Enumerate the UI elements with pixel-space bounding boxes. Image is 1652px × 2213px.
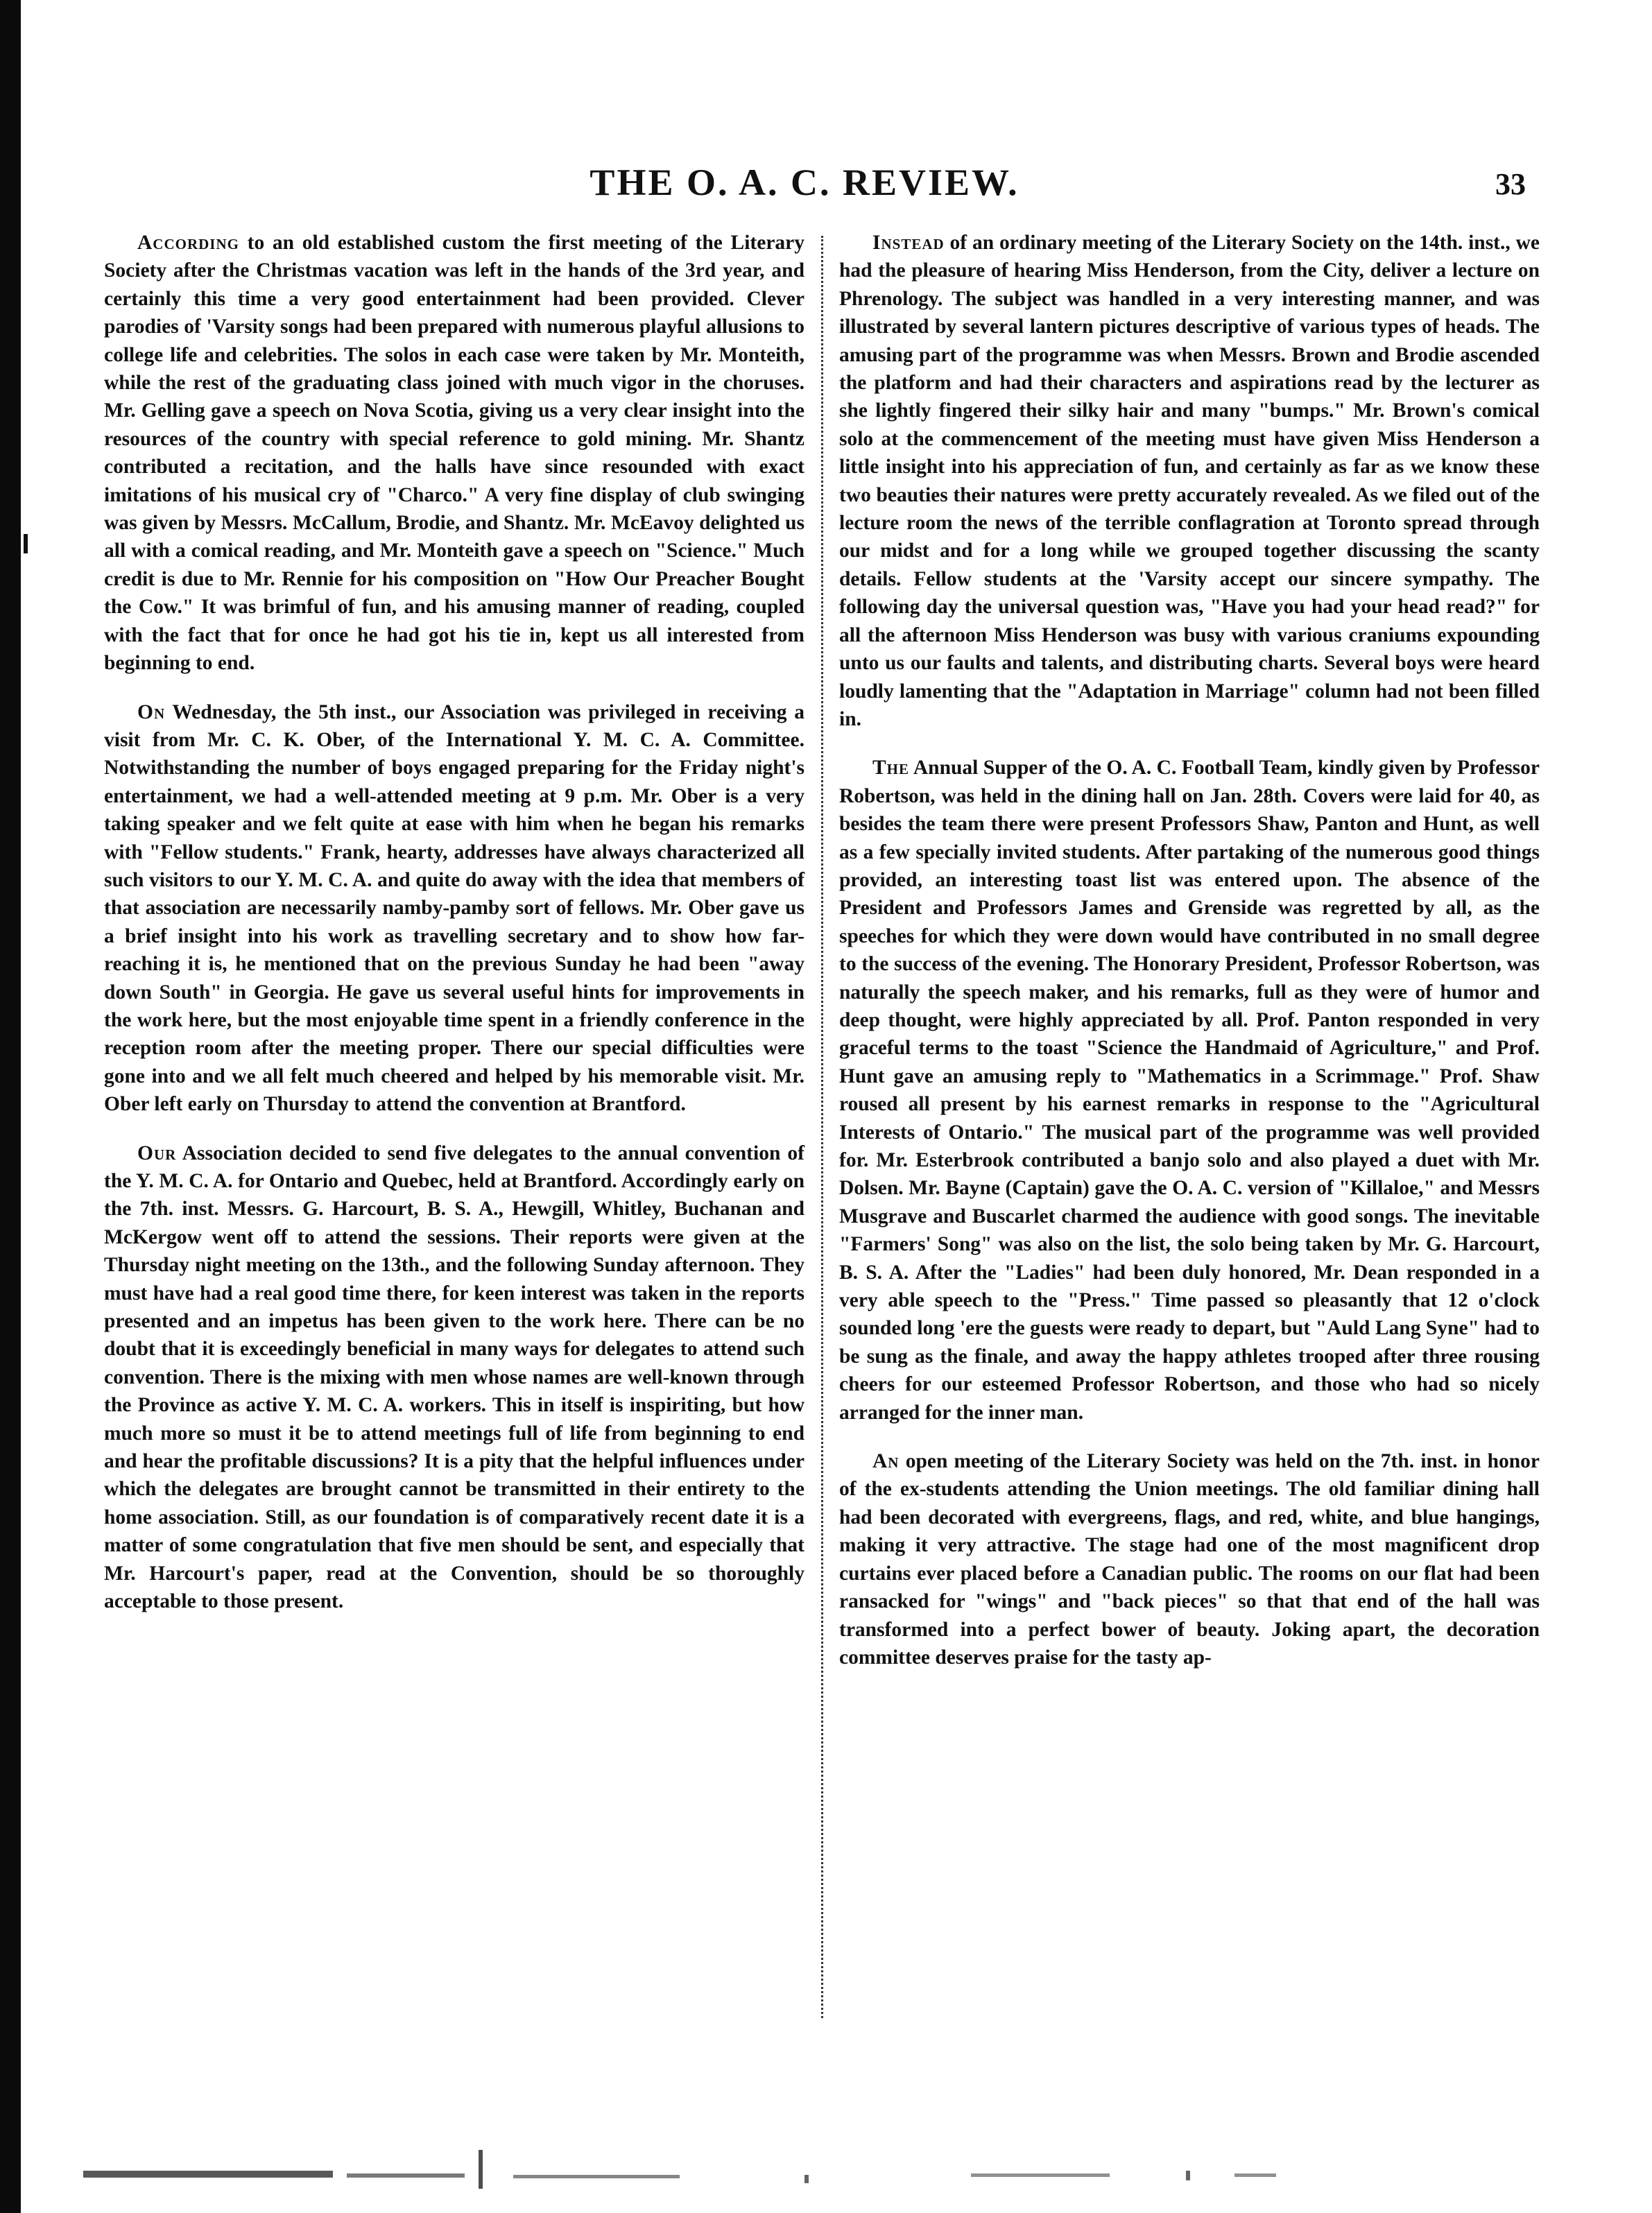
paragraph-lead: Instead xyxy=(872,232,945,254)
scan-footer-noise xyxy=(69,2150,1567,2192)
paragraph-lead: The xyxy=(872,757,910,780)
paragraph-lead: Our xyxy=(137,1142,177,1164)
paragraph-lead: An xyxy=(872,1450,900,1473)
paragraph-ober-visit xyxy=(104,698,805,1119)
left-column xyxy=(104,229,805,1637)
scan-mark xyxy=(24,534,28,553)
paragraph-delegates xyxy=(104,1139,805,1616)
paragraph-literary-society-opening xyxy=(104,229,805,678)
paragraph-open-meeting xyxy=(839,1447,1540,1671)
paragraph-body: to an old established custom the first meeting of the Literary Society after the Christmas vacation was left in the hands of the 3rd year, and certainly this time a very good entertainment had been provided. Clever parodies of 'Varsity songs had been prepared with numerous playful allusions to college life and celebrities. The solos in each case were taken by Mr. Monteith, while the rest of the graduating class joined with much vigor in the choruses. Mr. Gelling gave a speech on Nova Scotia, giving us a very clear insight into the resources of the country with special reference to gold mining. Mr. Shantz contributed a recitation, and the halls have since resounded with exact imitations of his musical cry of "Charco." A very fine display of club swinging was given by Messrs. McCallum, Brodie, and Shantz. Mr. McEavoy delighted us all with a comical reading, and Mr. Monteith gave a speech on "Science." Much credit is due to Mr. Rennie for his composition on "How Our Preacher Bought the Cow." It was brimful of fun, and his amusing manner of reading, coupled with the fact that for once he had got his tie in, kept us all interested from beginning to end. xyxy=(104,232,805,675)
scan-edge-shadow xyxy=(0,0,21,2213)
running-title: THE O. A. C. REVIEW. xyxy=(590,162,1019,203)
paragraph-football-supper xyxy=(839,754,1540,1427)
paragraph-phrenology-lecture xyxy=(839,229,1540,733)
paragraph-body: Wednesday, the 5th inst., our Association was privileged in receiving a visit from Mr. C. K. Ober, of the International Y. M. C. A. Committee. Notwithstanding the number of boys engaged preparing for the Friday night's entertainment, we had a well-attended meeting at 9 p.m. Mr. Ober is a very taking speaker and we felt quite at ease with him when he began his remarks with "Fellow students." Frank, hearty, addresses have always characterized all such visitors to our Y. M. C. A. and quite do away with the idea that members of that association are necessarily namby-pamby sort of fellows. Mr. Ober gave us a brief insight into his work as travelling secretary and to show how far-reaching it is, he mentioned that on the previous Sunday he had been "away down South" in Georgia. He gave us several useful hints for improvements in the work here, but the most enjoyable time spent in a friendly conference in the reception room after the meeting proper. There our special difficulties were gone into and we all felt much cheered and helped by his memorable visit. Mr. Ober left early on Thursday to attend the convention at Brantford. xyxy=(104,700,805,1116)
paragraph-body: of an ordinary meeting of the Literary Society on the 14th. inst., we had the pleasure of hearing Miss Henderson, from the City, deliver a lecture on Phrenology. The subject was handled in a very interesting manner, and was illustrated by several lantern pictures descriptive of various types of heads. The amusing part of the programme was when Messrs. Brown and Brodie ascended the platform and had their characters and aspirations read by the lecturer as she lightly fingered their silky hair and many "bumps." Mr. Brown's comical solo at the commencement of the meeting must have given Miss Henderson a little insight into his appreciation of fun, and certainly as far as we know these two beauties their natures were pretty accurately revealed. As we filed out of the lecture room the news of the terrible conflagration at Toronto spread through our midst and for a long while we grouped together discussing the scanty details. Fellow students at the 'Varsity accept our sincere sympathy. The following day the universal question was, "Have you had your head read?" for all the afternoon Miss Henderson was busy with various craniums expounding unto us our faults and talents, and distributing charts. Several boys were heard loudly lamenting that the "Adaptation in Marriage" column had not been filled in. xyxy=(839,232,1540,730)
right-column xyxy=(839,229,1540,1692)
paragraph-lead: On xyxy=(137,700,166,723)
paragraph-body: Association decided to send five delegates to the annual convention of the Y. M. C. A. for Ontario and Quebec, held at Brantford. Accordingly early on the 7th. inst. Messrs. G. Harcourt, B. S. A., Hewgill, Whitley, Buchanan and McKergow went off to attend the sessions. Their reports were given at the Thursday night meeting on the 13th., and the following Sunday afternoon. They must have had a real good time there, for keen interest was taken in the reports presented and an impetus has been given to the work here. There can be no doubt that it is exceedingly beneficial in many ways for delegates to attend such convention. There is the mixing with men whose names are well-known through the Province as active Y. M. C. A. workers. This in itself is inspiriting, but how much more so must it be to attend meetings full of life from beginning to end and hear the profitable discussions? It is a pity that the helpful influences under which the delegates are brought cannot be transmitted in their entirety to the home association. Still, as our foundation is of comparatively recent date it is a matter of some congratulation that five men should be sent, and especially that Mr. Harcourt's paper, read at the Convention, should be so thoroughly acceptable to those present. xyxy=(104,1142,805,1613)
paragraph-body: Annual Supper of the O. A. C. Football Team, kindly given by Professor Robertson, was held in the dining hall on Jan. 28th. Covers were laid for 40, as besides the team there were present Professors Shaw, Panton and Hunt, as well as a few specially invited students. After partaking of the numerous good things provided, an interesting toast list was entered upon. The absence of the President and Professors James and Grenside was regretted by all, as the speeches for which they were down would have contributed in no small degree to the success of the evening. The Honorary President, Professor Robertson, was naturally the speech maker, and his remarks, full as they were of humor and deep thought, were highly appreciated by all. Prof. Panton responded in very graceful terms to the toast "Science the Handmaid of Agriculture," and Prof. Hunt gave an amusing reply to "Mathematics in a Scrimmage." Prof. Shaw roused all present by his earnest remarks in response to the "Agricultural Interests of Ontario." The musical part of the programme was well provided for. Mr. Esterbrook contributed a banjo solo and also played a duet with Mr. Dolsen. Mr. Bayne (Captain) gave the O. A. C. version of "Killaloe," and Messrs Musgrave and Buscarlet charmed the audience with good songs. The inevitable "Farmers' Song" was also on the list, the solo being taken by Mr. G. Harcourt, B. S. A. After the "Ladies" had been duly honored, Mr. Dean responded in a very able speech to the "Press." Time passed so pleasantly that 12 o'clock sounded long 'ere the guests were ready to depart, but "Auld Lang Syne" had to be sung as the finale, and away the happy athletes trooped after three rousing cheers for our esteemed Professor Robertson, and those who had so nicely arranged for the inner man. xyxy=(839,757,1540,1424)
paragraph-body: open meeting of the Literary Society was held on the 7th. inst. in honor of the ex-students attending the Union meetings. The old familiar dining hall had been decorated with evergreens, flags, and red, white, and blue hangings, making it very attractive. The stage had one of the most magnificent drop curtains ever placed before a Canadian public. The rooms on our flat had been ransacked for "wings" and "back pieces" so that that end of the hall was transformed into a perfect bower of beauty. Joking apart, the decoration committee deserves praise for the tasty ap- xyxy=(839,1450,1540,1669)
paragraph-lead: According xyxy=(137,232,239,254)
page-number: 33 xyxy=(1495,167,1526,201)
column-rule xyxy=(821,236,823,2018)
page-header xyxy=(83,161,1526,216)
